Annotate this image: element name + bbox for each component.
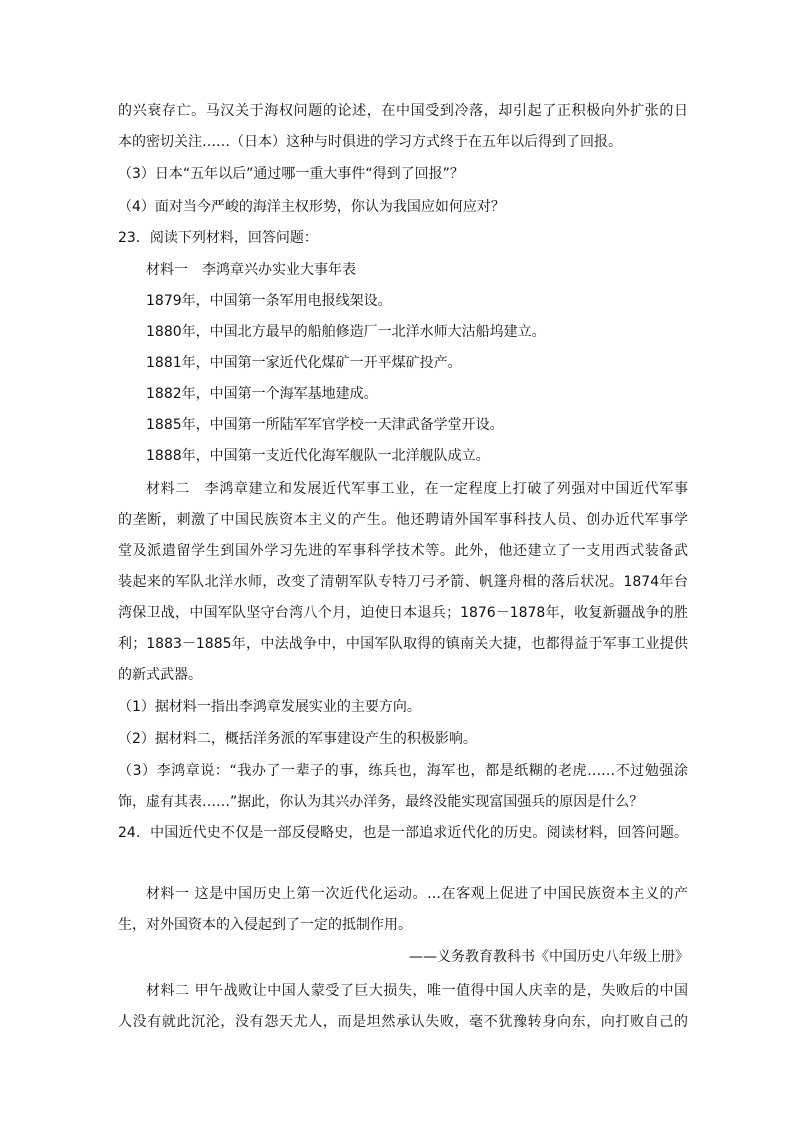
material-paragraph: 利；1883－1885年，中法战争中，中国军队取得的镇南关大捷，也都得益于军事工业提供 — [118, 636, 688, 652]
material-paragraph: 材料一 这是中国历史上第一次近代化运动。…在客观上促进了中国民族资本主义的产 — [146, 886, 688, 902]
question-3: （3）日本“五年以后”通过哪一重大事件“得到了回报”？ — [118, 166, 464, 182]
material-paragraph: 生，对外国资本的入侵起到了一定的抵制作用。 — [118, 917, 412, 933]
material-paragraph: 人没有就此沉沦，没有怨天尤人，而是坦然承认失败，毫不犹豫转身向东，向打败自己的 — [118, 1014, 688, 1030]
timeline-item: 1882年，中国第一个海军基地建成。 — [146, 386, 378, 402]
material-paragraph: 装起来的军队北洋水师，改变了清朝军队专特刀弓矛箭、帆篷舟楫的落后状况。1874年台 — [118, 574, 688, 590]
material-paragraph: 的新式武器。 — [118, 667, 202, 683]
timeline-item: 1885年，中国第一所陆军军官学校一天津武备学堂开设。 — [146, 417, 504, 433]
timeline-item: 1881年，中国第一家近代化煤矿一开平煤矿投产。 — [146, 355, 462, 371]
timeline-item: 1880年，中国北方最早的船舶修造厂一北洋水师大沽船坞建立。 — [146, 324, 546, 340]
material-paragraph: 堂及派遣留学生到国外学习先进的军事科学技术等。此外，他还建立了一支用西式装备武 — [118, 543, 688, 559]
text-line: 本的密切关注……（日本）这种与时俱进的学习方式终于在五年以后得到了回报。 — [118, 134, 622, 150]
timeline-item: 1879年，中国第一条军用电报线架设。 — [146, 293, 392, 309]
material-paragraph: 材料二 甲午战败让中国人蒙受了巨大损失，唯一值得中国人庆幸的是，失败后的中国 — [146, 983, 688, 999]
sub-question: （1）据材料一指出李鸿章发展实业的主要方向。 — [118, 699, 421, 715]
sub-question: 饰，虚有其表……”据此，你认为其兴办洋务，最终没能实现富国强兵的原因是什么？ — [118, 794, 644, 810]
question-24-title: 24．中国近代史不仅是一部反侵略史，也是一部追求近代化的历史。阅读材料，回答问题。 — [118, 825, 688, 841]
material-paragraph: 湾保卫战，中国军队坚守台湾八个月，迫使日本退兵；1876－1878年，收复新疆战争的胜 — [118, 605, 688, 621]
material-heading: 材料一 李鸿章兴办实业大事年表 — [146, 262, 356, 278]
sub-question: （2）据材料二，概括洋务派的军事建设产生的积极影响。 — [118, 731, 477, 747]
question-23-title: 23．阅读下列材料，回答问题： — [118, 230, 318, 246]
timeline-item: 1888年，中国第一支近代化海军舰队一北洋舰队成立。 — [146, 448, 490, 464]
material-paragraph: 材料二 李鸿章建立和发展近代军事工业，在一定程度上打破了列强对中国近代军事 — [146, 481, 688, 497]
question-4: （4）面对当今严峻的海洋主权形势，你认为我国应如何应对？ — [118, 199, 505, 215]
text-line: 的兴衰存亡。马汉关于海权问题的论述，在中国受到冷落，却引起了正积极向外扩张的日 — [118, 103, 688, 119]
citation: ——义务教育教科书《中国历史八年级上册》 — [409, 949, 689, 965]
sub-question: （3）李鸿章说：“我办了一辈子的事，练兵也，海军也，都是纸糊的老虎……不过勉强涂 — [118, 763, 688, 779]
material-paragraph: 的垄断，刺激了中国民族资本主义的产生。他还聘请外国军事科技人员、创办近代军事学 — [118, 512, 688, 528]
